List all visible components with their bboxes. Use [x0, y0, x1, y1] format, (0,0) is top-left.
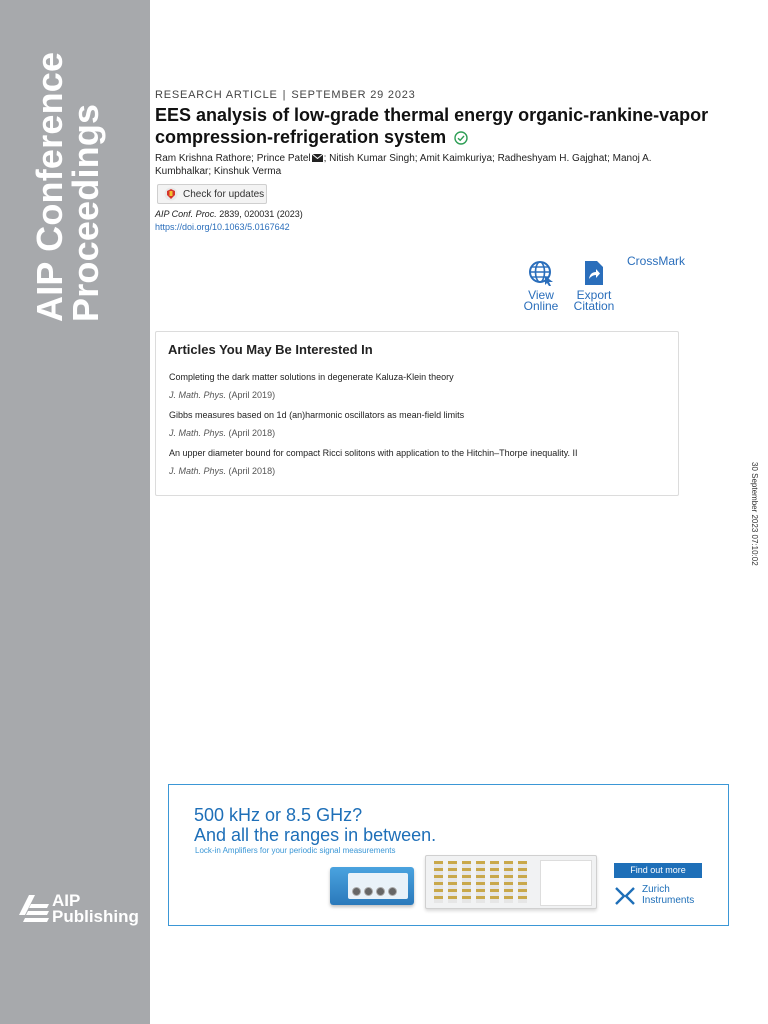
journal-name-line2: Proceedings	[65, 103, 106, 322]
ad-headline-line1: 500 kHz or 8.5 GHz?	[194, 805, 363, 825]
ad-headline	[194, 805, 436, 845]
related-article-title[interactable]: Completing the dark matter solutions in degenerate Kaluza-Klein theory	[169, 372, 454, 382]
related-articles-heading: Articles You May Be Interested In	[168, 342, 373, 357]
related-article-date: (April 2018)	[228, 466, 276, 476]
ad-subline: Lock-in Amplifiers for your periodic signal measurements	[195, 846, 396, 855]
related-articles-list	[169, 370, 674, 484]
authors-part2[interactable]: ; Nitish Kumar Singh; Amit Kaimkuriya; Radheshyam H. Gajghat; Manoj A. Kumbhalkar; Kinshuk Verma	[155, 153, 652, 177]
aip-logo-line2: Publishing	[52, 907, 139, 926]
check-for-updates-button[interactable]	[157, 184, 267, 204]
rack-slot	[462, 861, 471, 903]
crossmark-logo-icon	[164, 187, 178, 201]
view-online-line1: View	[528, 288, 554, 302]
related-article-date: (April 2019)	[228, 390, 276, 400]
journal-name-line1: AIP Conference	[29, 51, 70, 322]
export-citation-line2: Citation	[573, 299, 615, 313]
aip-logo-icon	[17, 893, 49, 923]
export-citation-line1: Export	[576, 288, 612, 302]
related-article-source	[169, 426, 674, 440]
authors-part1[interactable]: Ram Krishna Rathore; Prince Patel	[155, 153, 311, 164]
article-meta	[155, 89, 416, 101]
rack-slot	[504, 861, 513, 903]
lock-in-amplifier-image	[330, 867, 414, 905]
zurich-instruments-icon	[614, 886, 636, 906]
zi-brand-line1: Zurich	[642, 884, 670, 895]
related-article-journal: J. Math. Phys.	[169, 466, 227, 476]
citation	[155, 209, 303, 219]
aip-logo-text	[52, 893, 139, 925]
download-timestamp: 30 September 2023 07:10:02	[750, 462, 759, 566]
related-article-item	[169, 370, 674, 408]
aip-logo-line1: AIP	[52, 891, 81, 910]
view-online-button[interactable]	[520, 260, 562, 312]
journal-name	[29, 51, 106, 322]
related-article-date: (April 2018)	[228, 428, 276, 438]
citation-journal: AIP Conf. Proc.	[155, 209, 217, 219]
article-type: RESEARCH ARTICLE	[155, 89, 278, 101]
doi-link[interactable]: https://doi.org/10.1063/5.0167642	[155, 222, 290, 232]
rack-front-panel	[540, 860, 592, 906]
export-icon	[583, 260, 605, 286]
related-article-source	[169, 464, 674, 478]
zi-brand-line2: Instruments	[642, 895, 695, 906]
device-knob	[352, 887, 361, 896]
article-date: SEPTEMBER 29 2023	[291, 89, 416, 101]
related-article-title[interactable]: An upper diameter bound for compact Ricci solitons with application to the Hitchin–Thorpe inequality. II	[169, 448, 578, 458]
ad-headline-line2: And all the ranges in between.	[194, 825, 437, 845]
mail-icon[interactable]	[312, 154, 323, 162]
find-out-more-button[interactable]: Find out more	[614, 863, 702, 878]
globe-icon	[528, 260, 554, 286]
author-list	[155, 152, 675, 178]
advertisement-banner[interactable]	[168, 784, 729, 926]
rack-slot	[518, 861, 527, 903]
device-panel	[348, 873, 408, 899]
related-article-journal: J. Math. Phys.	[169, 390, 227, 400]
verified-check-icon	[454, 131, 468, 145]
journal-sidebar	[0, 0, 150, 1024]
export-citation-button[interactable]	[572, 260, 616, 312]
related-articles-box	[155, 331, 679, 496]
related-article-source	[169, 388, 674, 402]
article-title-text: EES analysis of low-grade thermal energy organic-rankine-vapor compression-refrigeration system	[155, 105, 709, 147]
check-for-updates-label: Check for updates	[183, 188, 265, 200]
rack-slot	[448, 861, 457, 903]
device-knob	[376, 887, 385, 896]
crossmark-link[interactable]: CrossMark	[627, 254, 686, 268]
zurich-instruments-text	[642, 884, 694, 906]
rack-slot	[434, 861, 443, 903]
meta-separator: |	[282, 89, 287, 101]
article-title	[155, 104, 715, 148]
related-article-journal: J. Math. Phys.	[169, 428, 227, 438]
rack-slot	[490, 861, 499, 903]
rack-slot	[476, 861, 485, 903]
view-online-line2: Online	[523, 299, 559, 313]
device-knob	[364, 887, 373, 896]
related-article-item	[169, 446, 674, 484]
citation-details: 2839, 020031 (2023)	[219, 209, 303, 219]
rack-instrument-image	[425, 855, 597, 909]
related-article-title[interactable]: Gibbs measures based on 1d (an)harmonic oscillators as mean-field limits	[169, 410, 465, 420]
device-knob	[388, 887, 397, 896]
related-article-item	[169, 408, 674, 446]
